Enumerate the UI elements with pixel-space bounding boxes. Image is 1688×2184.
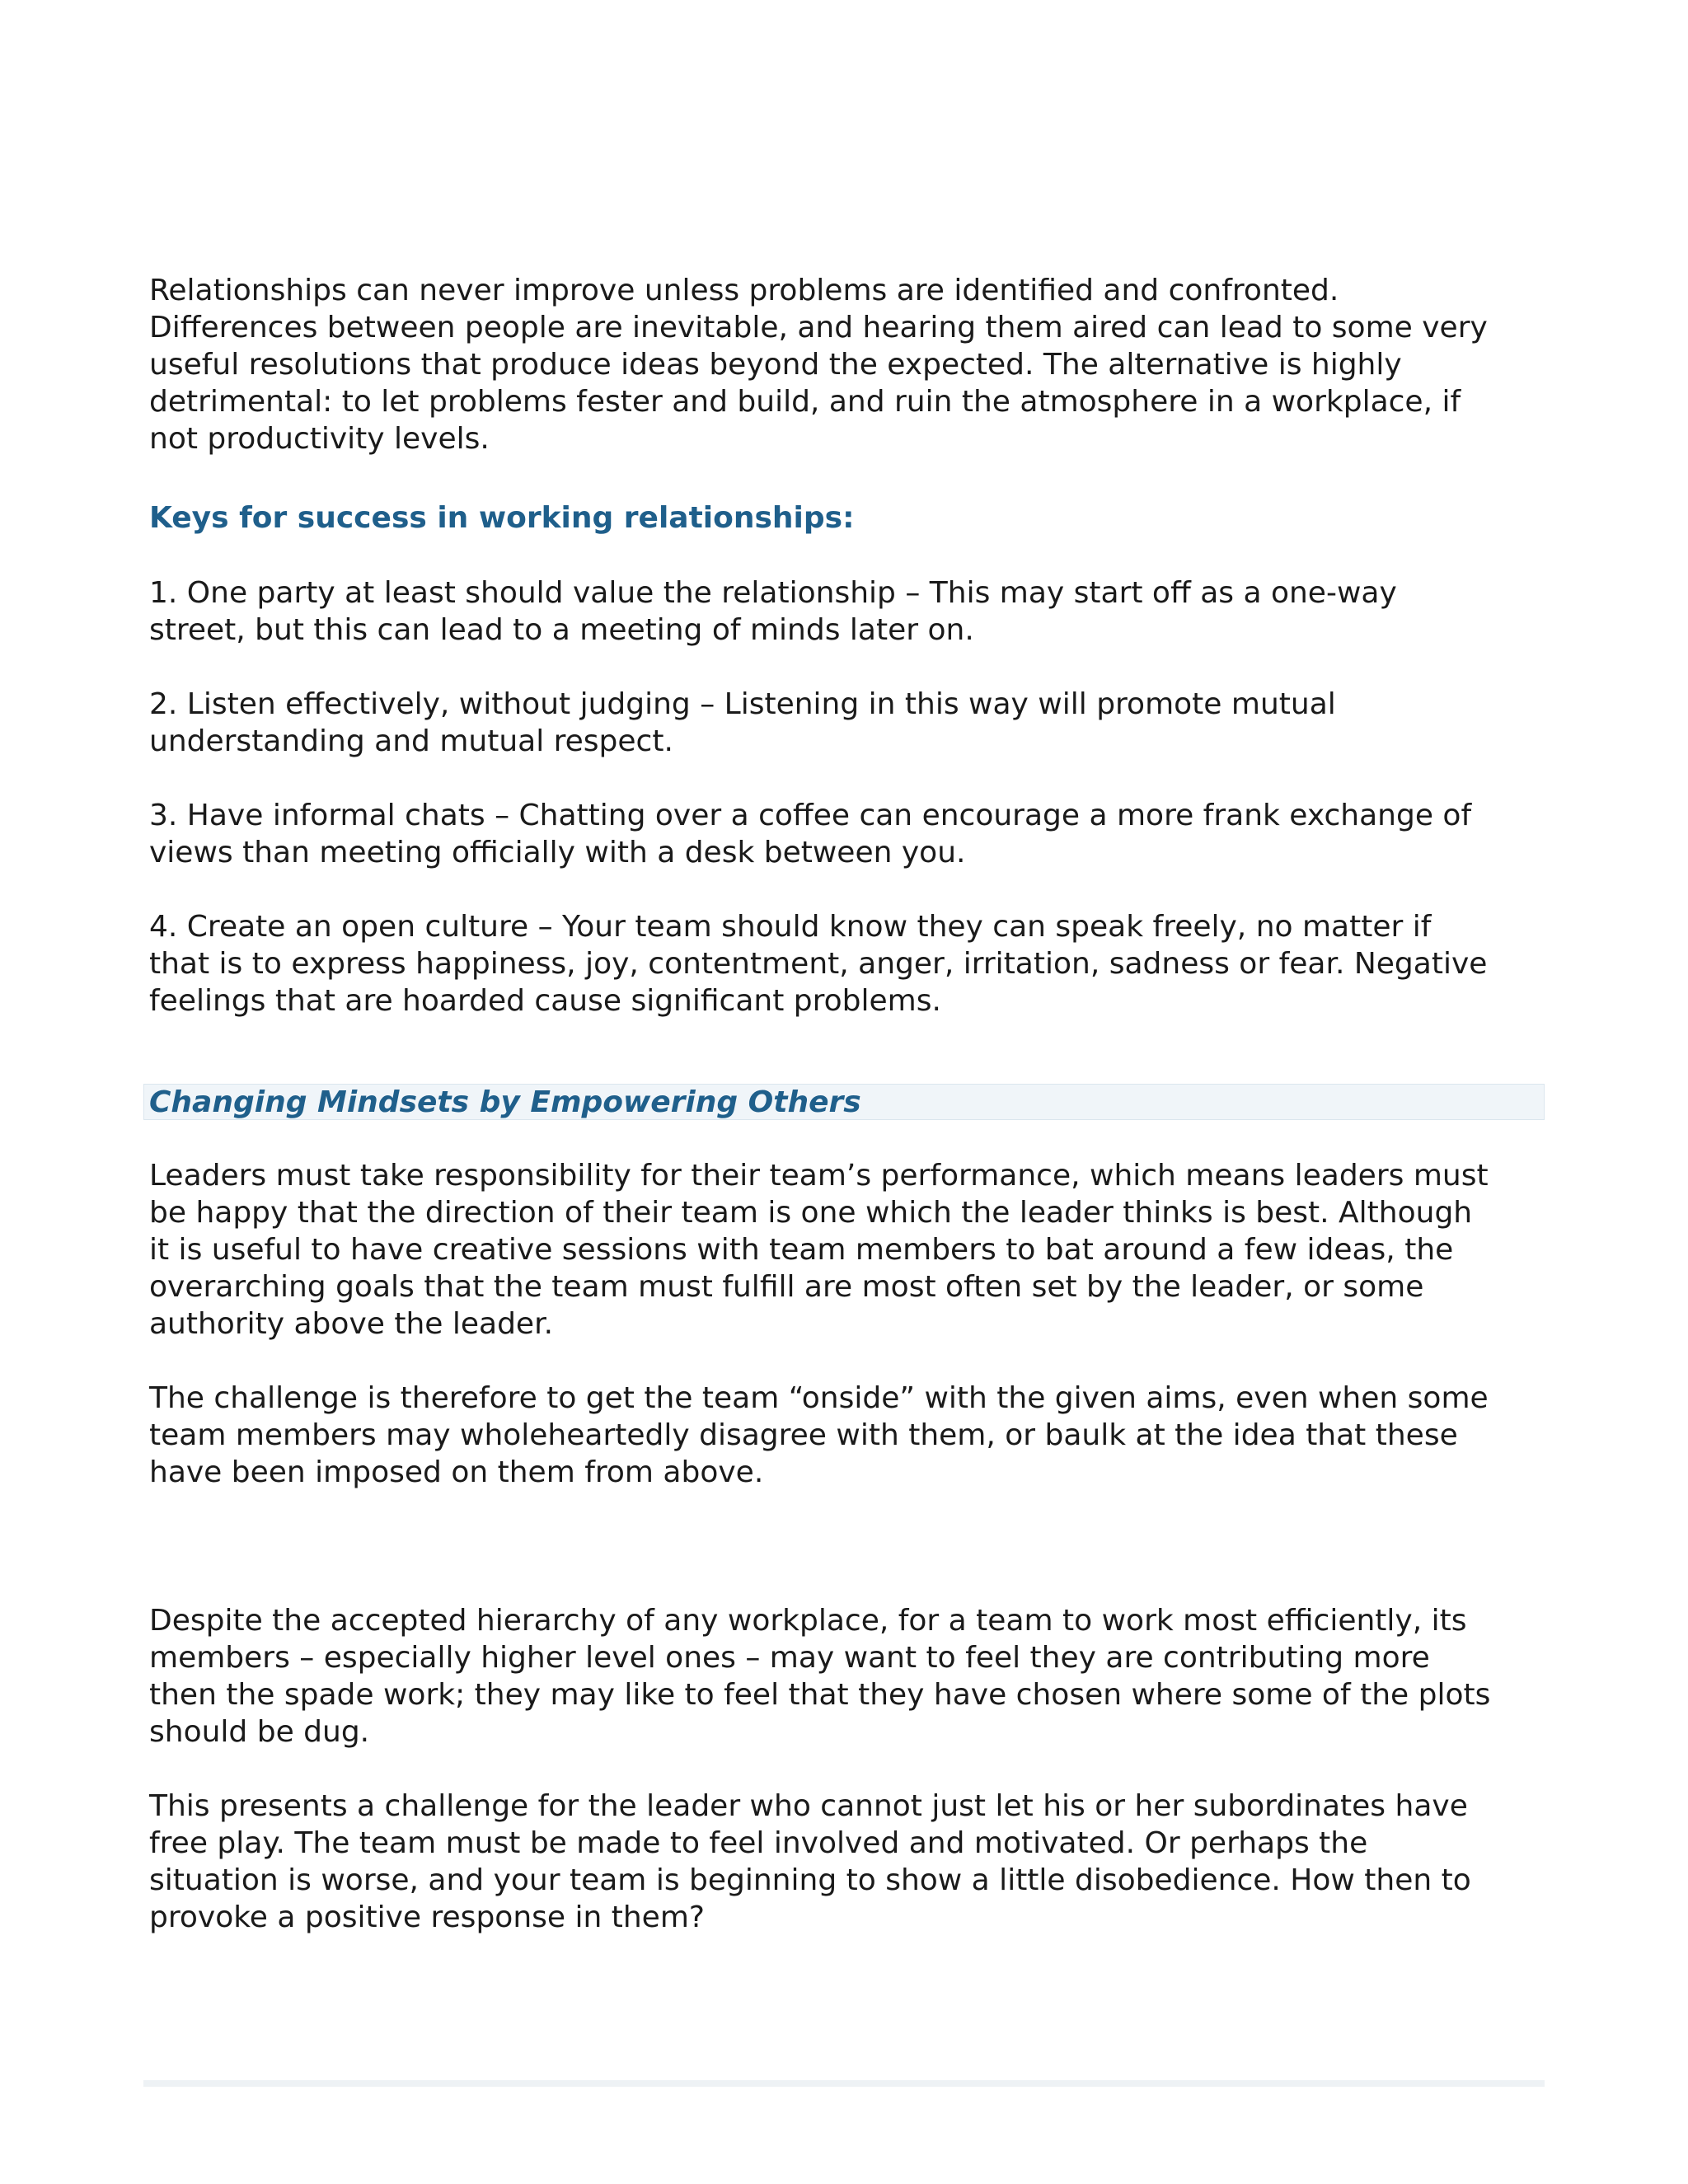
- footer-divider: [143, 2080, 1545, 2087]
- text-line: 2. Listen effectively, without judging – Listening in this way will promote mutual: [149, 687, 1336, 721]
- text-line: feelings that are hoarded cause significant problems.: [149, 984, 941, 1018]
- key-item-4: [149, 908, 1534, 1019]
- body-paragraph-1: [149, 1157, 1534, 1343]
- key-item-1: [149, 574, 1534, 649]
- key-item-3: [149, 797, 1534, 871]
- text-line: should be dug.: [149, 1715, 370, 1749]
- text-line: street, but this can lead to a meeting of minds later on.: [149, 613, 974, 647]
- text-line: overarching goals that the team must fulfill are most often set by the leader, or some: [149, 1270, 1424, 1304]
- text-line: it is useful to have creative sessions with team members to bat around a few ideas, the: [149, 1233, 1454, 1267]
- text-line: free play. The team must be made to feel involved and motivated. Or perhaps the: [149, 1826, 1368, 1860]
- text-line: Differences between people are inevitable, and hearing them aired can lead to some very: [149, 311, 1488, 344]
- keys-heading: Keys for success in working relationships:: [149, 501, 855, 535]
- text-line: views than meeting officially with a desk between you.: [149, 836, 966, 869]
- text-line: 1. One party at least should value the relationship – This may start off as a one-way: [149, 576, 1397, 610]
- body-paragraph-2: [149, 1380, 1534, 1491]
- text-line: members – especially higher level ones – may want to feel they are contributing more: [149, 1641, 1430, 1675]
- text-line: not productivity levels.: [149, 422, 490, 456]
- text-line: understanding and mutual respect.: [149, 724, 673, 758]
- body-paragraph-4: [149, 1788, 1534, 1936]
- text-line: team members may wholeheartedly disagree with them, or baulk at the idea that these: [149, 1418, 1458, 1452]
- text-line: authority above the leader.: [149, 1307, 554, 1341]
- text-line: be happy that the direction of their team is one which the leader thinks is best. Although: [149, 1196, 1473, 1230]
- text-line: 3. Have informal chats – Chatting over a coffee can encourage a more frank exchange of: [149, 799, 1472, 832]
- text-line: This presents a challenge for the leader who cannot just let his or her subordinates have: [149, 1789, 1468, 1823]
- text-line: Relationships can never improve unless problems are identified and confronted.: [149, 274, 1339, 307]
- text-line: that is to express happiness, joy, contentment, anger, irritation, sadness or fear. Negative: [149, 947, 1488, 981]
- text-line: have been imposed on them from above.: [149, 1455, 764, 1489]
- text-line: Despite the accepted hierarchy of any workplace, for a team to work most efficiently, its: [149, 1604, 1467, 1638]
- text-line: provoke a positive response in them?: [149, 1900, 705, 1934]
- text-line: Leaders must take responsibility for their team’s performance, which means leaders must: [149, 1159, 1489, 1193]
- text-line: then the spade work; they may like to feel that they have chosen where some of the plots: [149, 1678, 1491, 1712]
- text-line: useful resolutions that produce ideas beyond the expected. The alternative is highly: [149, 348, 1402, 382]
- key-item-2: [149, 686, 1534, 760]
- text-line: situation is worse, and your team is beginning to show a little disobedience. How then to: [149, 1863, 1471, 1897]
- body-paragraph-3: [149, 1602, 1534, 1750]
- text-line: detrimental: to let problems fester and build, and ruin the atmosphere in a workplace, if: [149, 385, 1461, 419]
- section-title: Changing Mindsets by Empowering Others: [149, 1085, 861, 1119]
- intro-paragraph: [149, 272, 1534, 457]
- text-line: 4. Create an open culture – Your team should know they can speak freely, no matter if: [149, 910, 1432, 944]
- text-line: The challenge is therefore to get the team “onside” with the given aims, even when some: [149, 1381, 1489, 1415]
